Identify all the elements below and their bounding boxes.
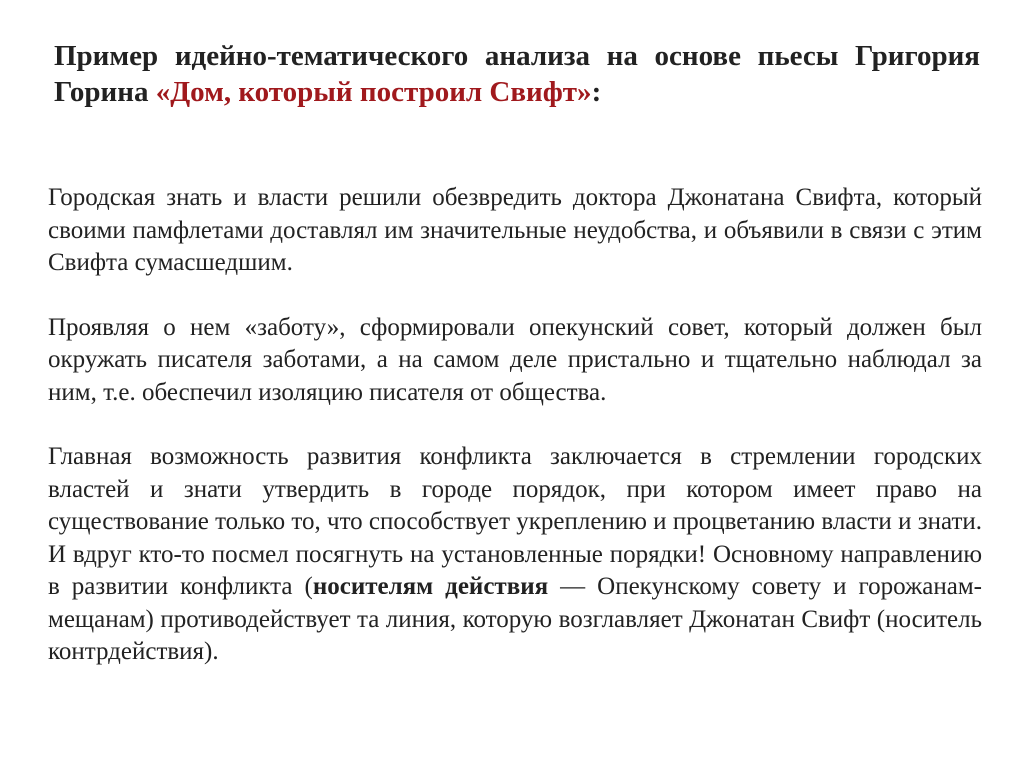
paragraph-3-bold-term: носителям действия (312, 573, 549, 600)
slide-title (54, 38, 980, 110)
paragraph-3-text-b: — Опекунскому совету и горожанам-мещанам) противодействует та линия, которую возглавляет Джонатан Свифт (носитель контрдействия). (48, 573, 982, 665)
play-title: «Дом, который построил Свифт» (155, 76, 592, 108)
paragraph-3 (48, 441, 982, 669)
title-colon: : (591, 76, 602, 108)
paragraph-1: Городская знать и власти решили обезвредить доктора Джонатана Свифта, который своими памфлетами доставлял им значительные неудобства, и объявили в связи с этим Свифта сумасшедшим. (48, 184, 982, 276)
paragraph-2: Проявляя о нем «заботу», сформировали опекунский совет, который должен был окружать писателя заботами, а на самом деле пристально и тщательно наблюдал за ним, т.е. обеспечил изоляцию писателя от общества. (48, 313, 982, 406)
title-text: Пример идейно-тематического анализа на основе пьесы Григория Горина (54, 40, 980, 108)
paragraph-3-text-a: Главная возможность развития конфликта заключается в стремлении городских властей и знати утвердить в городе порядок, при котором имеет право на существование только то, что способствует укреплению и процветанию власти и знати. И вдруг кто-то посмел посягнуть на установленные порядки! Основному направлению в развитии конфликта ( (48, 443, 982, 600)
slide-body (48, 182, 982, 701)
